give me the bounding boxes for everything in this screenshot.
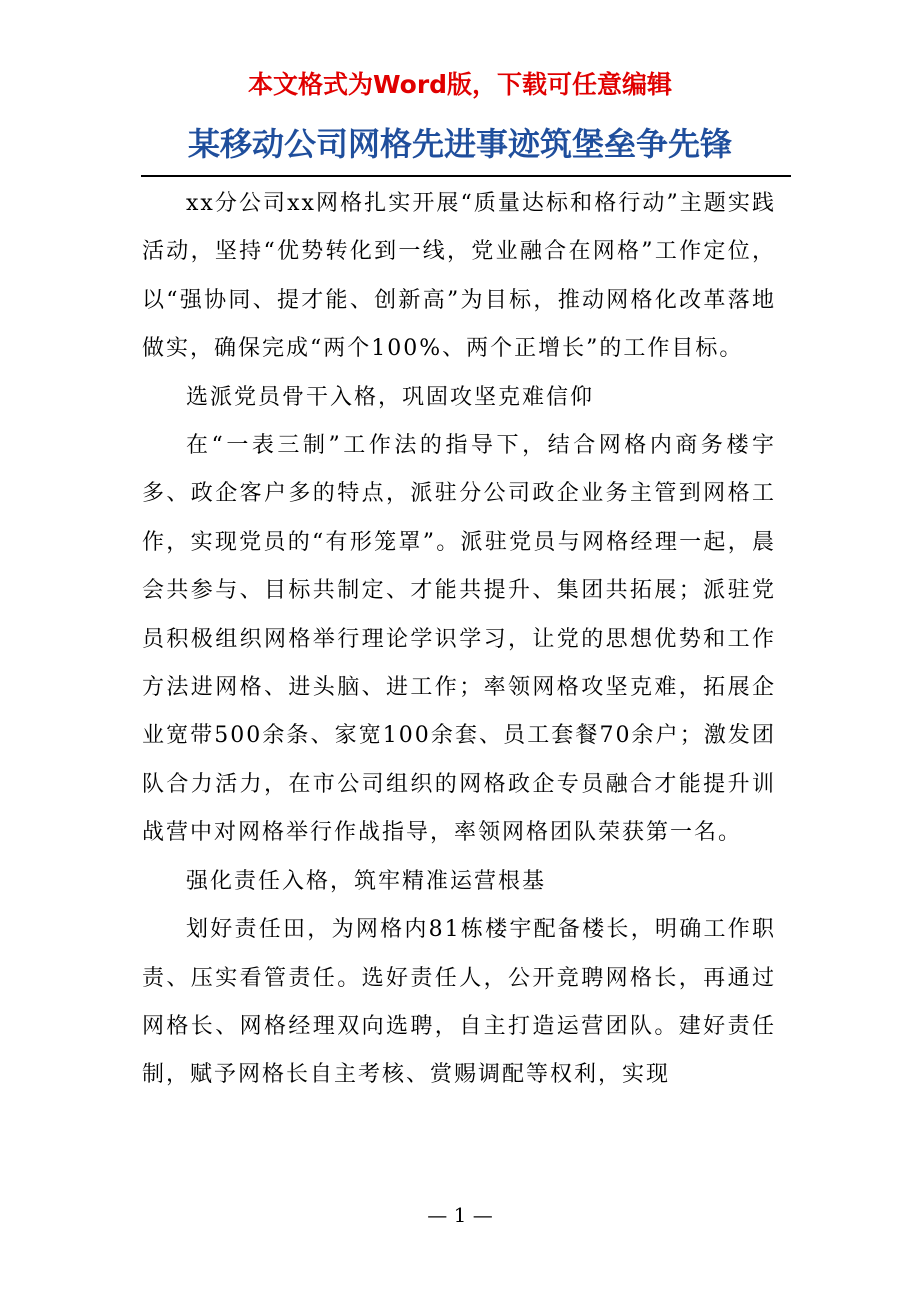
title-divider bbox=[141, 175, 791, 177]
page-number: — 1 — bbox=[427, 1203, 493, 1227]
section-heading-responsibility: 强化责任入格，筑牢精准运营根基 bbox=[186, 868, 547, 894]
document-body bbox=[142, 180, 776, 1100]
section-heading-party-members: 选派党员骨干入格，巩固攻坚克难信仰 bbox=[186, 384, 595, 410]
editable-notice-banner: 本文格式为Word版，下载可任意编辑 bbox=[247, 70, 673, 99]
document-title: 某移动公司网格先进事迹筑堡垒争先锋 bbox=[187, 125, 732, 163]
party-members-paragraph: 在“一表三制”工作法的指导下，结合网格内商务楼宇多、政企客户多的特点，派驻分公司政企业务主管到网格工作，实现党员的“有形笼罩”。派驻党员与网格经理一起，晨会共参与、目标共制定、才能共提升、集团共拓展；派驻党员积极组织网格举行理论学识学习，让党的思想优势和工作方法进网格、进头脑、进工作；率领网格攻坚克难，拓展企业宽带500余条、家宽100余套、员工套餐70余户；激发团队合力活力，在市公司组织的网格政企专员融合才能提升训战营中对网格举行作战指导，率领网格团队荣获第一名。 bbox=[142, 433, 776, 846]
responsibility-paragraph: 划好责任田，为网格内81栋楼宇配备楼长，明确工作职责、压实看管责任。选好责任人，公开竞聘网格长，再通过网格长、网格经理双向选聘，自主打造运营团队。建好责任制，赋予网格长自主考核、赏赐调配等权利，实现 bbox=[142, 917, 776, 1088]
intro-paragraph: xx分公司xx网格扎实开展“质量达标和格行动”主题实践活动，坚持“优势转化到一线，党业融合在网格”工作定位，以“强协同、提才能、创新高”为目标，推动网格化改革落地做实，确保完成“两个100%、两个正增长”的工作目标。 bbox=[142, 191, 776, 362]
